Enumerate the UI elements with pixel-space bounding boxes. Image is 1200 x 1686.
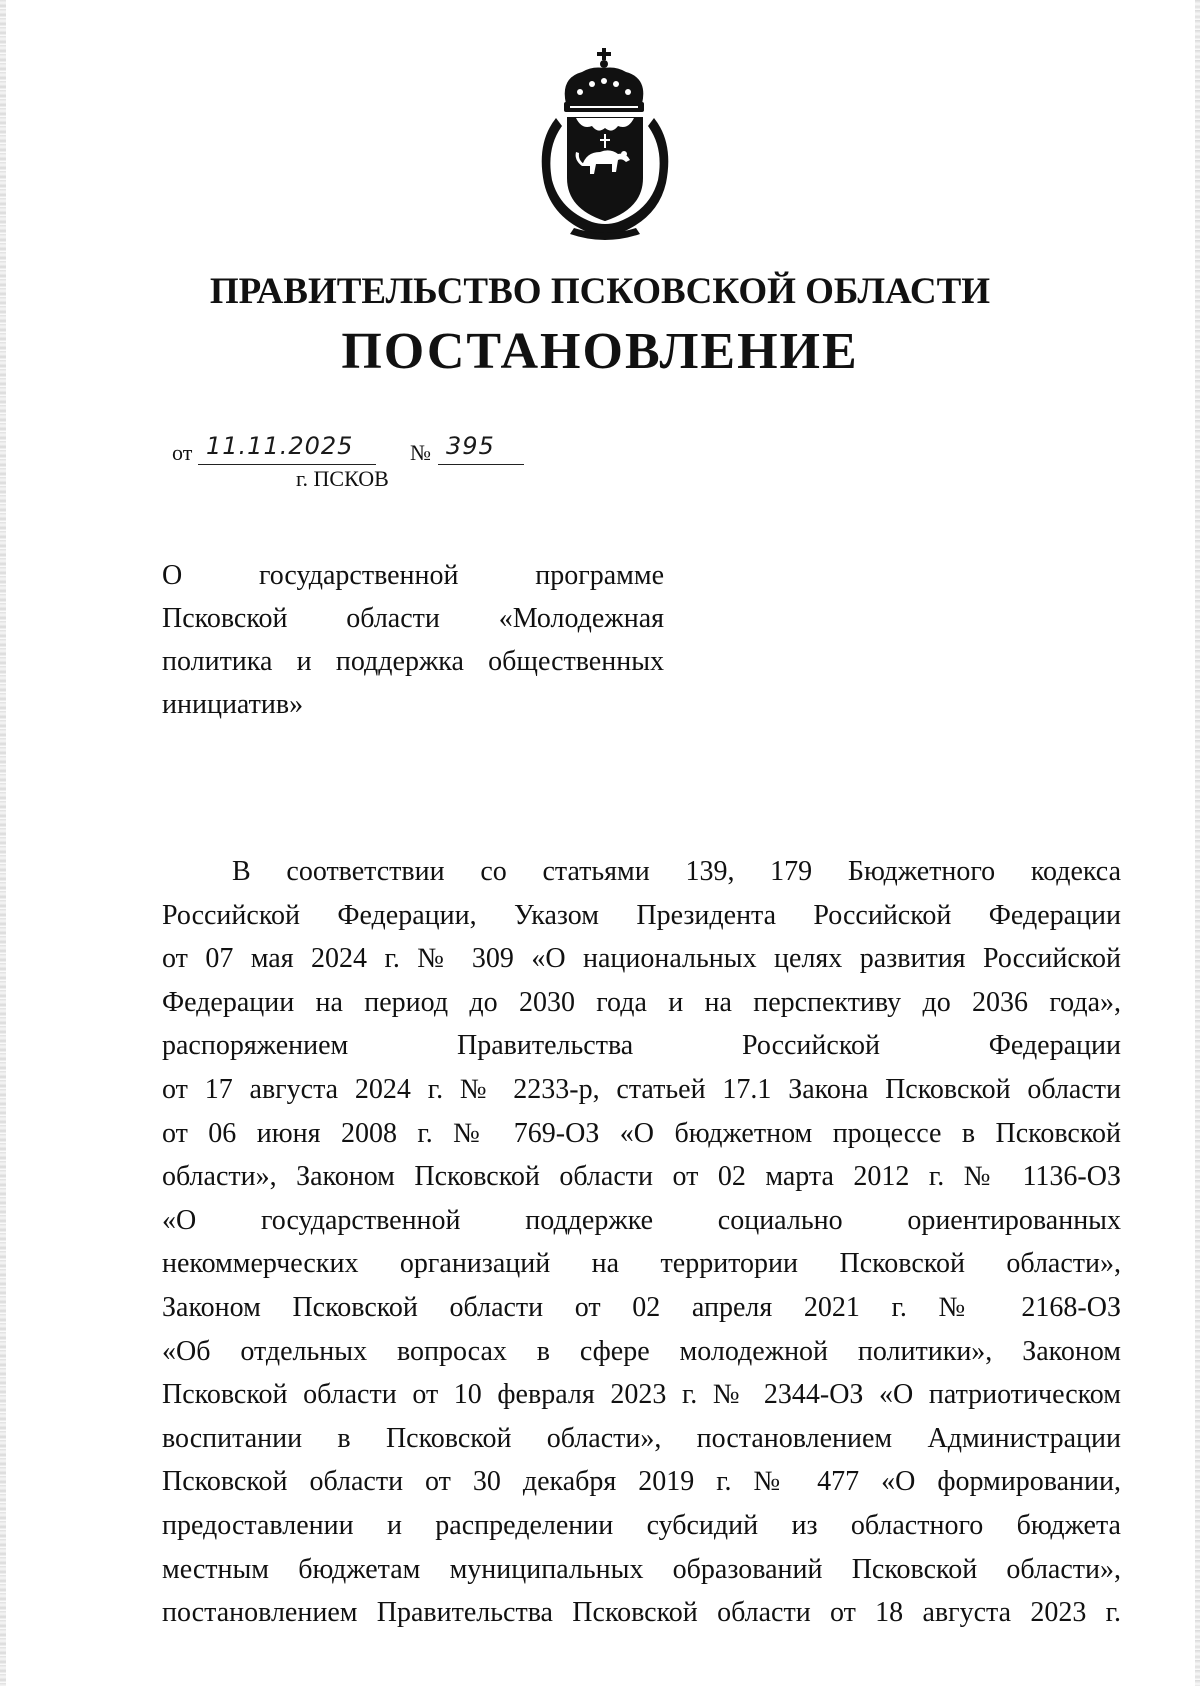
body-line: от 07 мая 2024 г. № 309 «О национальных целях развития Российской <box>162 943 1121 975</box>
subject-line: О государственной программе <box>162 560 664 591</box>
body-line: Псковской области от 10 февраля 2023 г. № 2344-ОЗ «О патриотическом <box>162 1379 1121 1411</box>
body-line: Российской Федерации, Указом Президента Российской Федерации <box>162 899 1121 931</box>
handwritten-number: 395 <box>446 432 495 460</box>
date-prefix: от <box>172 440 193 465</box>
subject-line: Псковской области «Молодежная <box>162 603 664 634</box>
body-line: «Об отдельных вопросах в сфере молодежной политики», Законом <box>162 1335 1121 1367</box>
body-line: области», Законом Псковской области от 02 марта 2012 г. № 1136-ОЗ <box>162 1161 1121 1193</box>
pskov-oblast-coat-of-arms-icon <box>530 48 680 243</box>
organization-name: ПРАВИТЕЛЬСТВО ПСКОВСКОЙ ОБЛАСТИ <box>209 271 991 312</box>
body-line: Федерации на период до 2030 года и на перспективу до 2036 года», <box>162 986 1121 1018</box>
body-line: предоставлении и распределении субсидий из областного бюджета <box>162 1509 1121 1541</box>
number-field <box>438 432 524 465</box>
body-line: «О государственной поддержке социально ориентированных <box>162 1204 1121 1236</box>
scan-edge-right <box>1195 0 1200 1686</box>
document-subject <box>162 554 664 726</box>
date-field <box>198 432 376 465</box>
body-line: некоммерческих организаций на территории Псковской области», <box>162 1248 1121 1280</box>
document-type-title: ПОСТАНОВЛЕНИЕ <box>341 323 859 380</box>
subject-line: инициатив» <box>162 689 304 720</box>
document-body <box>162 850 1121 1635</box>
body-line: распоряжением Правительства Российской Федерации <box>162 1030 1121 1062</box>
subject-line: политика и поддержка общественных <box>162 646 664 677</box>
body-line: от 06 июня 2008 г. № 769-ОЗ «О бюджетном процессе в Псковской <box>162 1117 1121 1149</box>
city-name: г. ПСКОВ <box>296 466 389 491</box>
body-line: Псковской области от 30 декабря 2019 г. № 477 «О формировании, <box>162 1466 1121 1498</box>
scan-edge-left <box>0 0 6 1686</box>
body-line: В соответствии со статьями 139, 179 Бюджетного кодекса <box>232 856 1121 887</box>
body-line: воспитании в Псковской области», постановлением Администрации <box>162 1422 1121 1454</box>
handwritten-date: 11.11.2025 <box>206 432 354 460</box>
body-line: постановлением Правительства Псковской области от 18 августа 2023 г. <box>162 1597 1121 1629</box>
body-line: Законом Псковской области от 02 апреля 2021 г. № 2168-ОЗ <box>162 1291 1121 1323</box>
document-requisites <box>172 432 532 468</box>
number-sign: № <box>410 440 431 465</box>
body-line: местным бюджетам муниципальных образований Псковской области», <box>162 1553 1121 1585</box>
body-line: от 17 августа 2024 г. № 2233-р, статьей 17.1 Закона Псковской области <box>162 1073 1121 1105</box>
